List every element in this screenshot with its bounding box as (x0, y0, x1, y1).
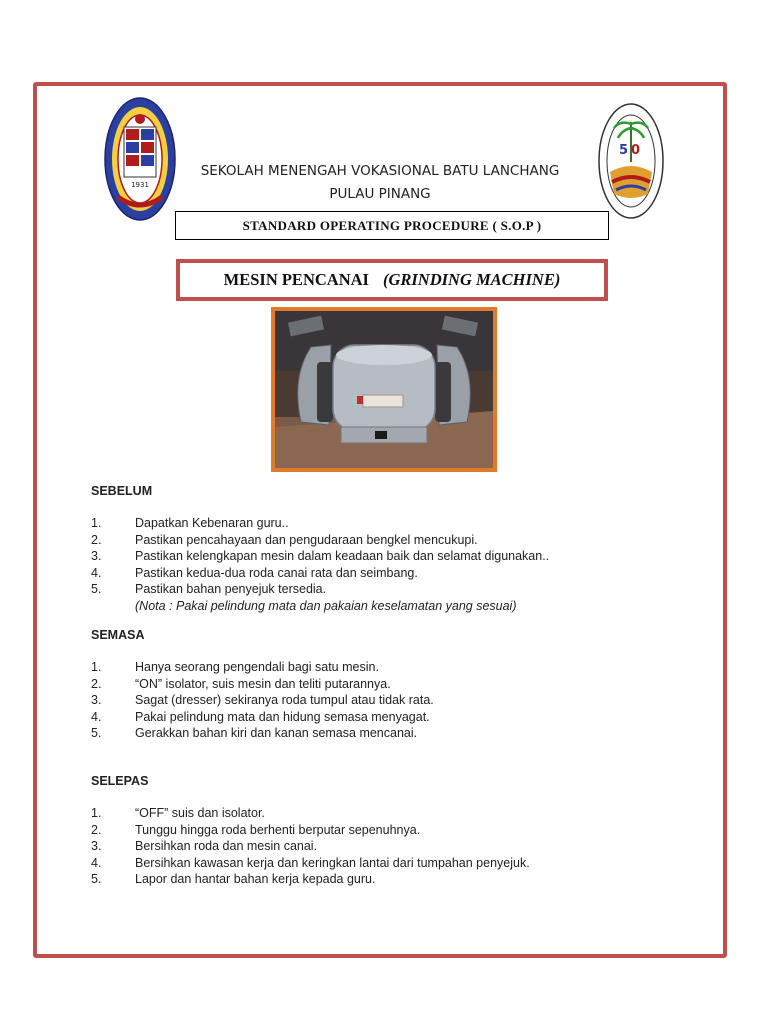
list-item (91, 725, 651, 742)
step-text: Pakai pelindung mata dan hidung semasa menyagat. (135, 709, 430, 724)
section-heading: SEBELUM (91, 484, 153, 498)
step-text: Hanya seorang pengendali bagi satu mesin. (135, 660, 379, 674)
step-number: 4. (91, 709, 102, 724)
list-item (91, 581, 651, 598)
list-item (91, 515, 651, 532)
sop-title: STANDARD OPERATING PROCEDURE ( S.O.P ) (175, 211, 609, 240)
step-number: 4. (91, 855, 102, 870)
list-item (91, 871, 651, 888)
step-text: “OFF” suis dan isolator. (135, 806, 265, 820)
step-number: 1. (91, 806, 102, 820)
step-number: 1. (91, 516, 102, 530)
step-number: 1. (91, 660, 102, 674)
step-text: Pastikan bahan penyejuk tersedia. (135, 582, 327, 596)
list-item (91, 565, 651, 582)
step-text: Pastikan kelengkapan mesin dalam keadaan baik dan selamat digunakan.. (135, 549, 550, 563)
school-name-line1: SEKOLAH MENENGAH VOKASIONAL BATU LANCHANG (200, 163, 560, 179)
section-heading: SELEPAS (91, 774, 149, 788)
step-list (91, 659, 651, 742)
machine-title (176, 259, 608, 301)
step-number: 3. (91, 693, 102, 707)
school-crest-left-logo (104, 97, 176, 221)
svg-text:5: 5 (619, 143, 629, 158)
step-text: “ON” isolator, suis mesin dan teliti putarannya. (135, 676, 391, 691)
step-number: 2. (91, 822, 102, 837)
safety-note: (Nota : Pakai pelindung mata dan pakaian keselamatan yang sesuai) (135, 598, 517, 613)
machine-title-english: (GRINDING MACHINE) (382, 270, 561, 289)
step-text: Tunggu hingga roda berhenti berputar sepenuhnya. (135, 822, 421, 837)
section-sebelum (91, 484, 651, 614)
step-number: 4. (91, 565, 102, 580)
step-text: Pastikan pencahayaan dan pengudaraan bengkel mencukupi. (135, 532, 478, 547)
svg-text:0: 0 (631, 143, 641, 158)
list-item (91, 676, 651, 693)
list-item (91, 855, 651, 872)
step-number: 5. (91, 726, 102, 740)
left-logo-year: 1931 (131, 181, 149, 189)
step-number: 3. (91, 549, 102, 563)
list-item (91, 805, 651, 822)
school-name-line2: PULAU PINANG (329, 186, 431, 202)
school-crest-right-logo (598, 102, 664, 220)
list-item (91, 822, 651, 839)
step-list (91, 805, 651, 888)
step-number: 5. (91, 582, 102, 596)
list-item (91, 692, 651, 709)
machine-title-malay: MESIN PENCANAI (223, 270, 369, 289)
list-item (91, 709, 651, 726)
step-text: Lapor dan hantar bahan kerja kepada guru. (135, 872, 376, 886)
step-text: Pastikan kedua-dua roda canai rata dan seimbang. (135, 565, 418, 580)
section-selepas (91, 774, 651, 888)
list-item (91, 548, 651, 565)
list-item (91, 659, 651, 676)
step-number: 2. (91, 532, 102, 547)
list-item (91, 532, 651, 549)
step-number: 3. (91, 839, 102, 853)
step-list (91, 515, 651, 598)
step-text: Gerakkan bahan kiri dan kanan semasa mencanai. (135, 726, 418, 740)
section-semasa (91, 628, 651, 742)
section-heading: SEMASA (91, 628, 145, 642)
step-text: Bersihkan roda dan mesin canai. (135, 839, 318, 853)
step-number: 5. (91, 872, 102, 886)
list-item (91, 838, 651, 855)
grinding-machine-photo (271, 307, 497, 472)
step-text: Dapatkan Kebenaran guru.. (135, 516, 289, 530)
school-name (178, 160, 582, 206)
step-text: Bersihkan kawasan kerja dan keringkan lantai dari tumpahan penyejuk. (135, 855, 530, 870)
step-text: Sagat (dresser) sekiranya roda tumpul atau tidak rata. (135, 693, 434, 707)
step-number: 2. (91, 676, 102, 691)
